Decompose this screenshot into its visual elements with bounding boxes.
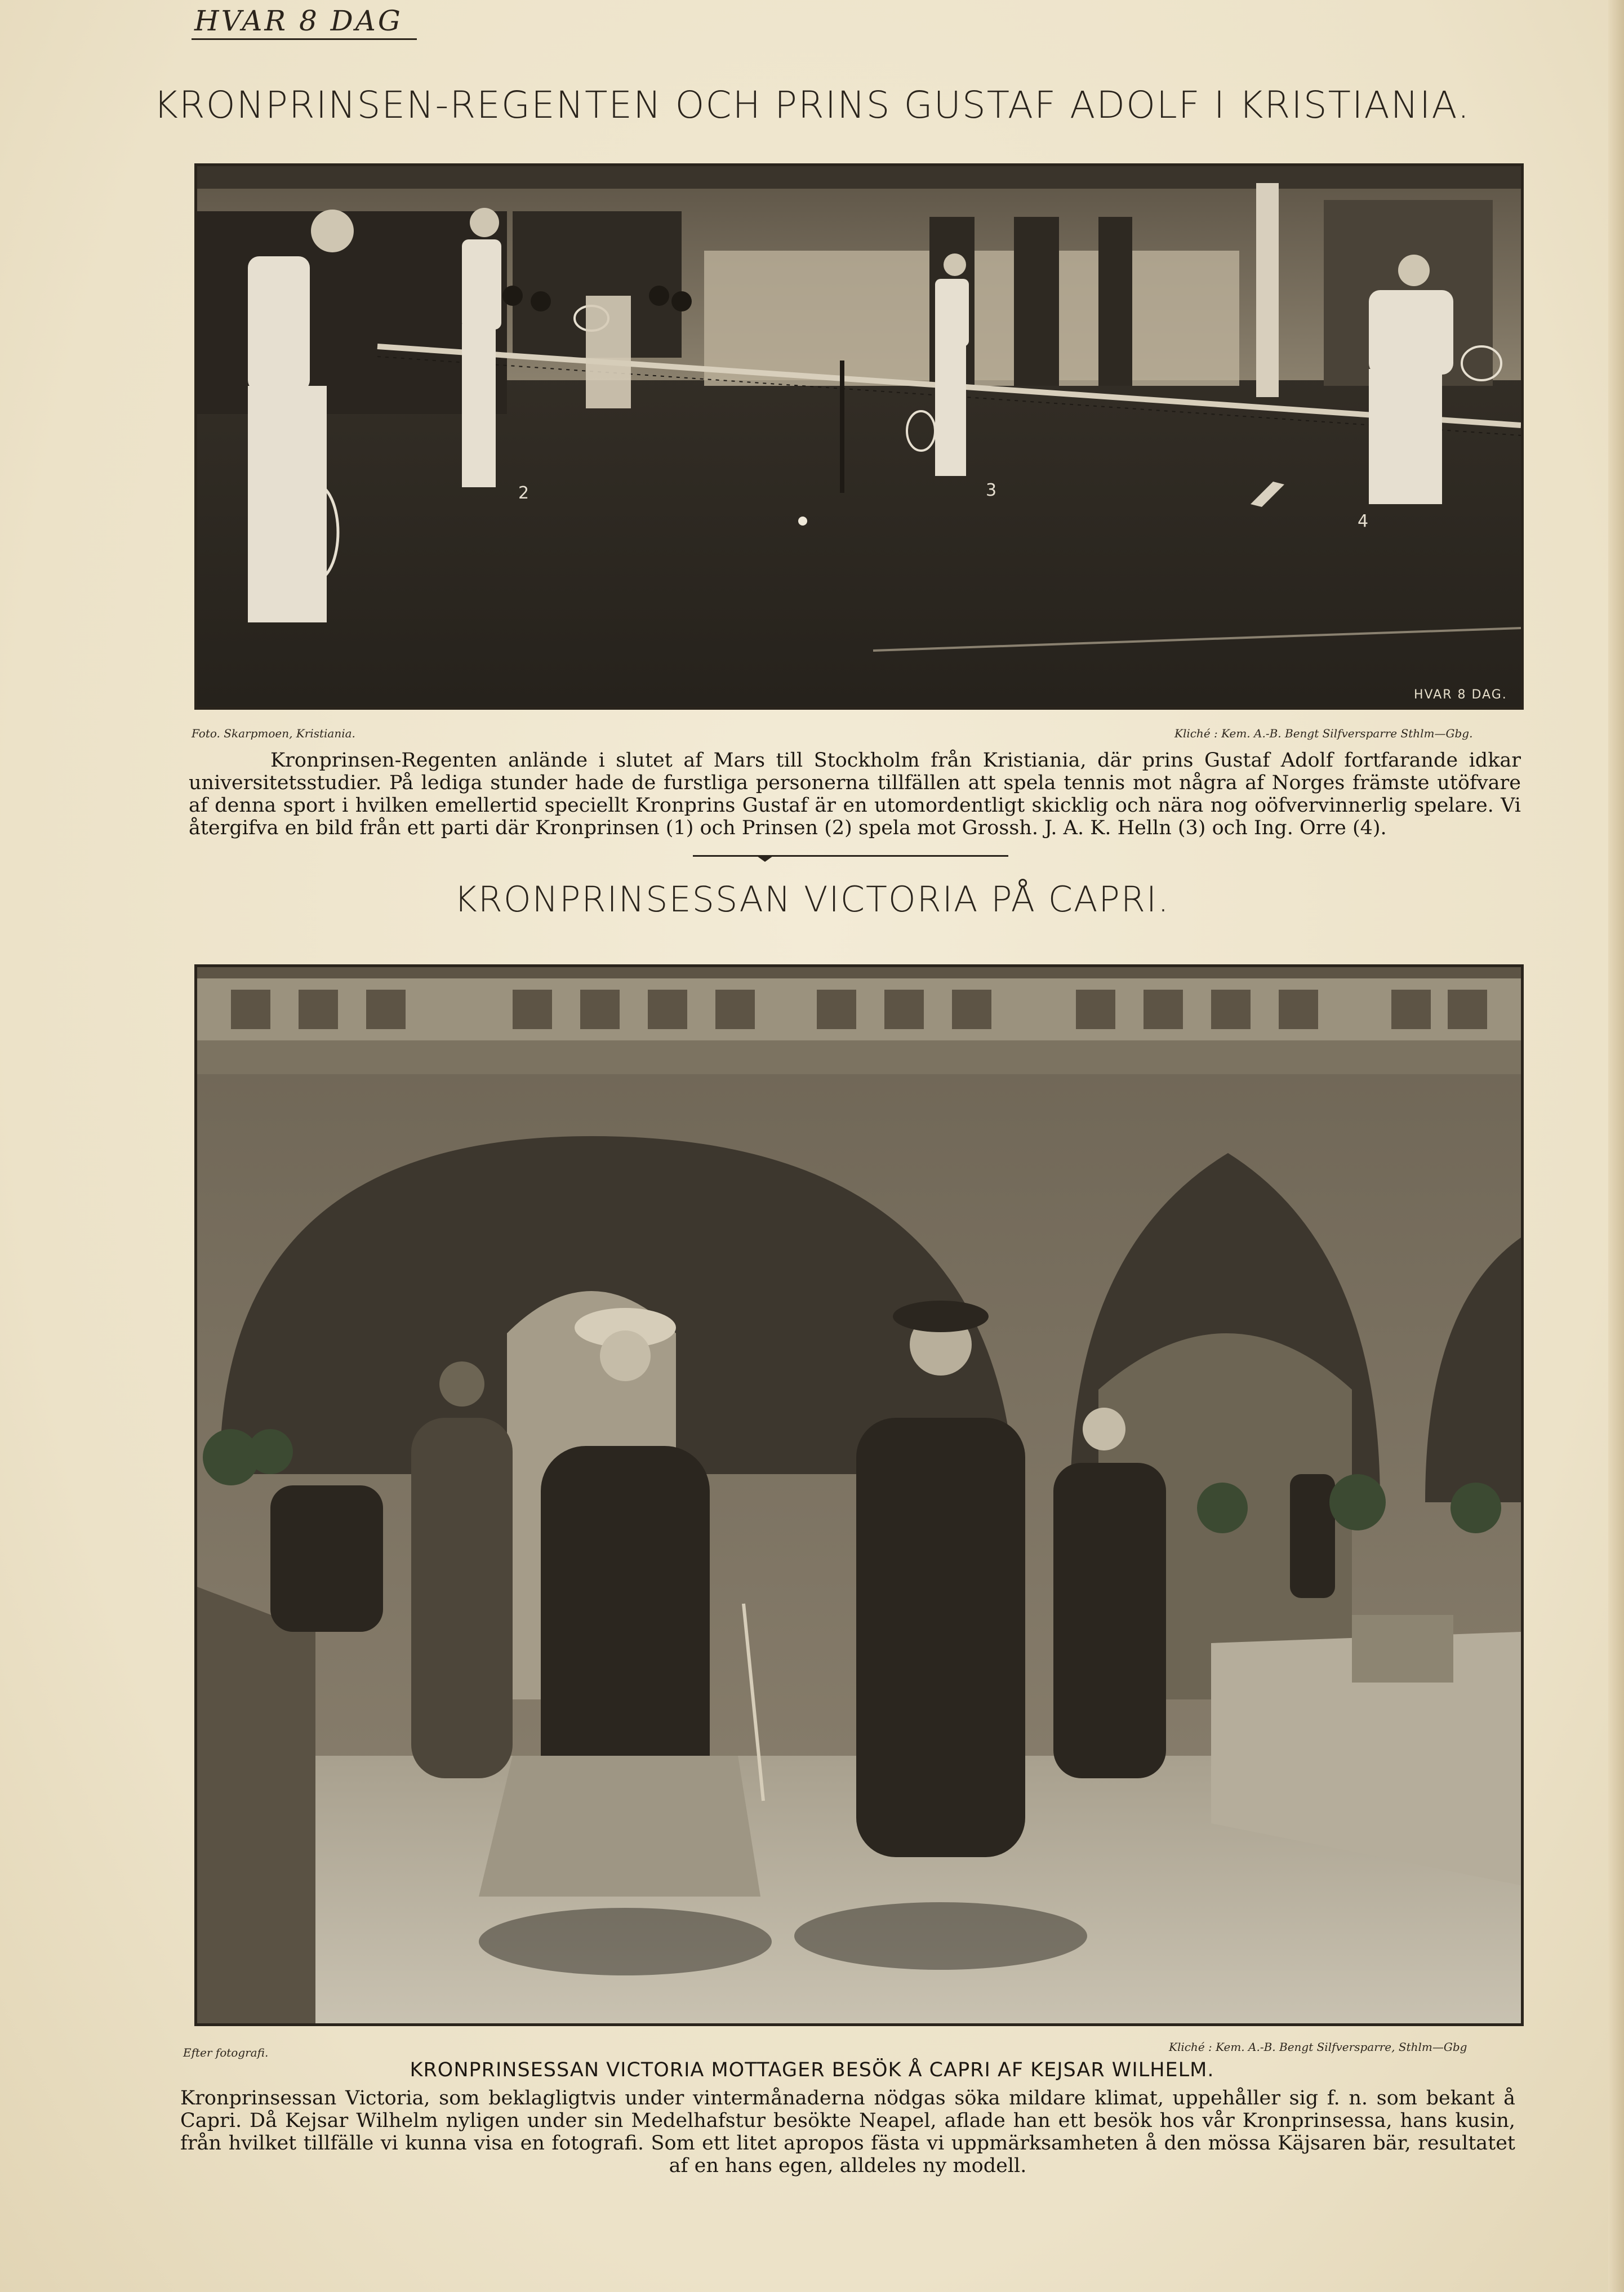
article2-headline: KRONPRINSESSAN VICTORIA PÅ CAPRI. xyxy=(454,879,1170,920)
photo-stamp: HVAR 8 DAG. xyxy=(1414,688,1507,702)
article2-caption-title: KRONPRINSESSAN VICTORIA MOTTAGER BESÖK Å CAPRI AF KEJSAR WILHELM. xyxy=(410,2059,1214,2081)
section-divider-mark xyxy=(757,856,773,862)
header-rule xyxy=(192,38,417,40)
photo1-credit-right: Kliché : Kem. A.-B. Bengt Silfversparre Sthlm—Gbg. xyxy=(1174,727,1473,740)
player-number-4: 4 xyxy=(1358,511,1369,531)
article1-caption: Kronprinsen-Regenten anlände i slutet af Mars till Stockholm från Kristiania, där prins Gustaf Adolf fortfarande idkar universitetsstudier. På lediga stunder hade de furstliga personerna tillfällen att spela tennis mot några af Norges främste utöfvare af denna sport i hvilken emellertid speciellt Kronprins Gustaf är en utomordentligt skicklig och nära nog oöfvervinnerlig spelare. Vi återgifva en bild från ett parti där Kronprinsen (1) och Prinsen (2) spela mot Grossh. J. A. K. Helln (3) och Ing. Orre (4). xyxy=(189,749,1521,839)
article1-headline: KRONPRINSEN-REGENTEN OCH PRINS GUSTAF ADOLF I KRISTIANIA. xyxy=(153,83,1471,127)
magazine-title: HVAR 8 DAG xyxy=(194,5,403,37)
player-number-2: 2 xyxy=(518,483,530,503)
photo2-credit-left: Efter fotografi. xyxy=(183,2046,269,2059)
section-divider xyxy=(693,855,1008,857)
tennis-photo-image xyxy=(197,166,1521,707)
photo2-credit-right: Kliché : Kem. A.-B. Bengt Silfversparre, Sthlm—Gbg xyxy=(1169,2040,1467,2054)
article2-caption: Kronprinsessan Victoria, som beklagligtvis under vintermånaderna nödgas söka mildare klimat, uppehåller sig f. n. som bekant å Capri. Då Kejsar Wilhelm nyligen under sin Medelhafstur besökte Neapel, aflade han ett besök hos vår Kronprinsessa, hans kusin, från hvilket tillfälle vi kunna visa en fotografi. Som ett litet apropos fästa vi uppmärksamheten å den mössa Käjsaren bär, resultatet af en hans egen, alldeles ny modell. xyxy=(180,2087,1515,2177)
capri-photo xyxy=(194,964,1524,2026)
tennis-photo xyxy=(194,163,1524,710)
page-edge xyxy=(1608,0,1624,2292)
capri-photo-image xyxy=(197,967,1521,2023)
photo1-credit-left: Foto. Skarpmoen, Kristiania. xyxy=(192,727,355,740)
player-number-3: 3 xyxy=(986,480,997,500)
